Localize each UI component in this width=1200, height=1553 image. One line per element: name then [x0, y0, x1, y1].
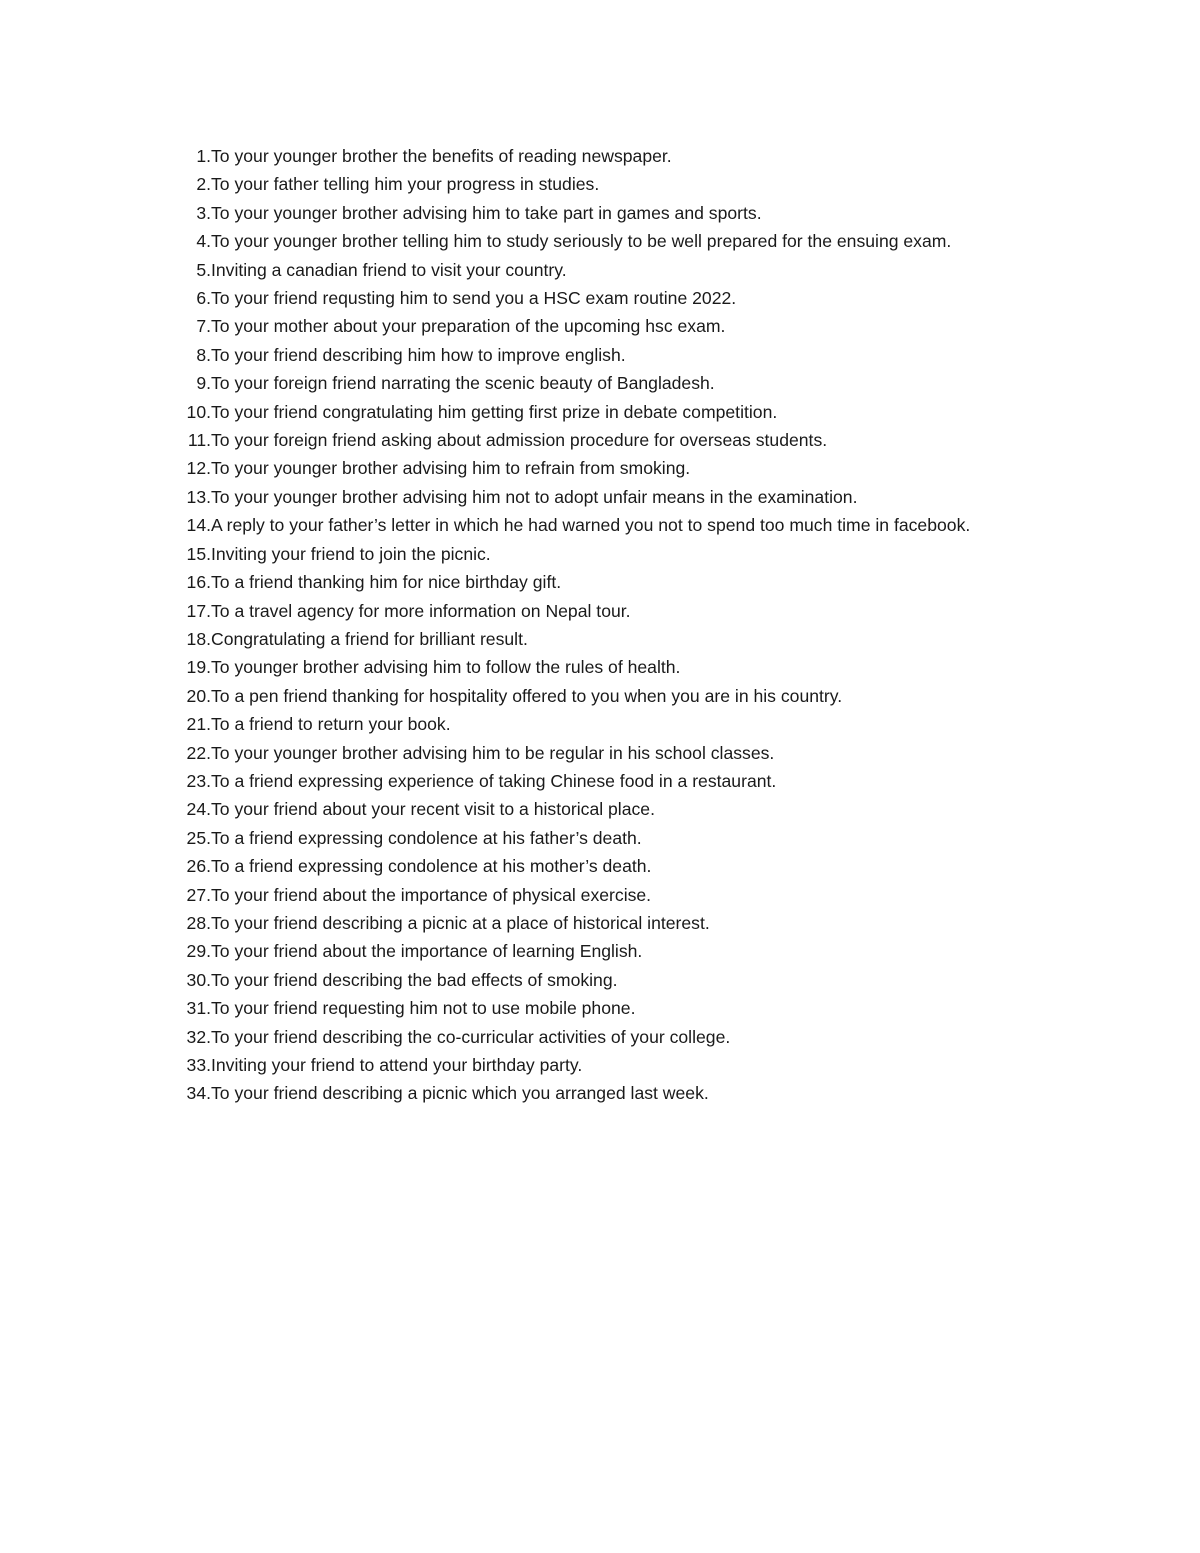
- list-item: [160, 966, 1090, 994]
- item-text: To your father telling him your progress in studies.: [211, 174, 600, 195]
- item-text: To your younger brother advising him to take part in games and sports.: [211, 202, 762, 223]
- item-text: To your younger brother advising him to be regular in his school classes.: [211, 742, 775, 763]
- list-item: [160, 454, 1090, 482]
- item-number: 19.: [186, 657, 211, 678]
- item-text: To your friend about your recent visit to a historical place.: [211, 799, 655, 820]
- item-text: A reply to your father’s letter in which he had warned you not to spend too much time in facebook.: [211, 515, 971, 536]
- item-number: 20.: [186, 685, 211, 706]
- item-number: 2.: [196, 174, 211, 195]
- item-text: To your friend requsting him to send you a HSC exam routine 2022.: [211, 288, 737, 309]
- item-text: To your mother about your preparation of the upcoming hsc exam.: [211, 316, 726, 337]
- item-text: To your younger brother advising him to refrain from smoking.: [211, 458, 691, 479]
- item-text: To your friend describing a picnic at a place of historical interest.: [211, 912, 710, 933]
- item-number: 12.: [186, 458, 211, 479]
- list-item: [160, 1079, 1090, 1107]
- list-item: [160, 511, 1090, 539]
- list-item: [160, 937, 1090, 965]
- item-number: 24.: [186, 799, 211, 820]
- item-number: 7.: [196, 316, 211, 337]
- item-number: 33.: [186, 1055, 211, 1075]
- list-item: [160, 597, 1090, 625]
- item-text: To your younger brother the benefits of reading newspaper.: [211, 146, 672, 166]
- item-text: To your friend about the importance of learning English.: [211, 941, 643, 962]
- list-item: [160, 540, 1090, 568]
- item-number: 15.: [186, 543, 211, 564]
- list-item: [160, 369, 1090, 397]
- list-item: [160, 142, 1090, 170]
- item-number: 16.: [186, 572, 211, 593]
- item-number: 10.: [186, 401, 211, 422]
- list-item: [160, 710, 1090, 738]
- list-item: [160, 824, 1090, 852]
- item-text: To your younger brother advising him not to adopt unfair means in the examination.: [211, 486, 858, 507]
- item-number: 13.: [186, 486, 211, 507]
- list-item: [160, 682, 1090, 710]
- letter-topic-list: [160, 142, 1090, 1108]
- list-item: [160, 625, 1090, 653]
- item-number: 1.: [196, 146, 211, 166]
- list-item: [160, 795, 1090, 823]
- item-text: To your friend describing a picnic which you arranged last week.: [211, 1083, 709, 1104]
- item-text: Congratulating a friend for brilliant result.: [211, 628, 528, 649]
- list-item: [160, 881, 1090, 909]
- list-item: [160, 909, 1090, 937]
- item-text: To your friend about the importance of physical exercise.: [211, 884, 652, 905]
- list-item: [160, 199, 1090, 227]
- list-item: [160, 653, 1090, 681]
- item-number: 22.: [186, 742, 211, 763]
- item-number: 9.: [196, 373, 211, 394]
- item-number: 29.: [186, 941, 211, 962]
- item-number: 28.: [186, 912, 211, 933]
- list-item: [160, 426, 1090, 454]
- list-item: [160, 256, 1090, 284]
- item-text: To a pen friend thanking for hospitality offered to you when you are in his country.: [211, 685, 843, 706]
- item-text: Inviting a canadian friend to visit your country.: [211, 259, 567, 280]
- list-item: [160, 994, 1090, 1022]
- item-text: To your friend congratulating him getting first prize in debate competition.: [211, 401, 778, 422]
- item-text: Inviting your friend to join the picnic.: [211, 543, 491, 564]
- item-text: To younger brother advising him to follow the rules of health.: [211, 657, 681, 678]
- list-item: [160, 1051, 1090, 1079]
- item-number: 27.: [186, 884, 211, 905]
- list-item: [160, 341, 1090, 369]
- item-number: 31.: [186, 998, 211, 1019]
- list-item: [160, 1023, 1090, 1051]
- list-item: [160, 312, 1090, 340]
- item-number: 30.: [186, 969, 211, 990]
- list-item: [160, 170, 1090, 198]
- item-number: 3.: [196, 202, 211, 223]
- item-number: 34.: [186, 1083, 211, 1104]
- item-number: 5.: [196, 259, 211, 280]
- list-item: [160, 739, 1090, 767]
- item-number: 18.: [186, 628, 211, 649]
- item-text: To your foreign friend narrating the scenic beauty of Bangladesh.: [211, 373, 715, 394]
- item-number: 17.: [186, 600, 211, 621]
- item-text: To a travel agency for more information on Nepal tour.: [211, 600, 631, 621]
- list-item: [160, 852, 1090, 880]
- item-text: To your friend describing him how to improve english.: [211, 344, 626, 365]
- item-text: To your friend describing the bad effects of smoking.: [211, 969, 618, 990]
- item-number: 32.: [186, 1026, 211, 1047]
- item-number: 14.: [186, 515, 211, 536]
- list-item: [160, 483, 1090, 511]
- item-text: To your foreign friend asking about admission procedure for overseas students.: [211, 430, 828, 451]
- item-text: To your friend requesting him not to use mobile phone.: [211, 998, 636, 1019]
- item-text: To a friend thanking him for nice birthday gift.: [211, 572, 562, 593]
- item-number: 8.: [196, 344, 211, 365]
- item-text: To a friend expressing condolence at his mother’s death.: [211, 856, 652, 877]
- item-number: 6.: [196, 288, 211, 309]
- item-number: 21.: [186, 714, 211, 735]
- list-item: [160, 227, 1090, 255]
- item-text: To a friend expressing condolence at his father’s death.: [211, 827, 642, 848]
- item-number: 23.: [186, 770, 211, 791]
- item-text: To your younger brother telling him to study seriously to be well prepared for the ensuing exam.: [211, 231, 952, 252]
- item-text: To a friend to return your book.: [211, 714, 451, 735]
- list-item: [160, 767, 1090, 795]
- item-number: 25.: [186, 827, 211, 848]
- item-number: 11.: [187, 430, 211, 451]
- list-item: [160, 398, 1090, 426]
- item-text: Inviting your friend to attend your birthday party.: [211, 1055, 583, 1075]
- item-number: 4.: [196, 231, 211, 252]
- list-item: [160, 284, 1090, 312]
- item-number: 26.: [186, 856, 211, 877]
- item-text: To a friend expressing experience of taking Chinese food in a restaurant.: [211, 770, 777, 791]
- list-item: [160, 568, 1090, 596]
- item-text: To your friend describing the co-curricular activities of your college.: [211, 1026, 731, 1047]
